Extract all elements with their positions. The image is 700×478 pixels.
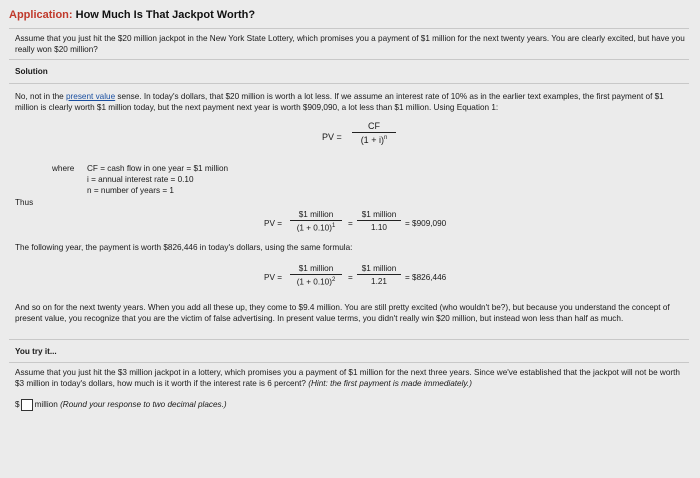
answer-dollar-sign: $: [15, 400, 20, 410]
solution-paragraph-3: And so on for the next twenty years. When you add all these up, they come to $9.4 million. You are still pretty excited (who wouldn't be?), but because you understand the concept of present value, you recognize that you are the victim of false advertising. In present value terms, you didn't really win $20 million, but instead won less than half as much.: [15, 303, 670, 323]
divider: [9, 339, 689, 340]
try-it-hint: (Hint: the first payment is made immediately.): [308, 379, 472, 388]
equation-1-den-base: (1 + i): [360, 135, 384, 145]
solution-paragraph-2: The following year, the payment is worth $826,446 in today's dollars, using the same formula:: [15, 243, 353, 252]
equation-3-den-exponent: 2: [331, 277, 336, 283]
divider: [9, 362, 689, 363]
definition-cf: CF = cash flow in one year = $1 million: [87, 164, 229, 173]
try-it-heading: You try it...: [15, 347, 57, 356]
equation-2-fraction-2: [357, 210, 401, 232]
answer-note: (Round your response to two decimal places.): [60, 400, 227, 410]
problem-title: How Much Is That Jackpot Worth?: [75, 9, 256, 21]
equation-1-den-exponent: n: [383, 135, 388, 141]
equation-1-lhs: PV =: [322, 132, 342, 142]
equation-3-result: = $826,446: [405, 273, 447, 282]
present-value-link[interactable]: present value: [65, 92, 116, 101]
equation-2-equals: =: [348, 219, 353, 228]
try-it-text: Assume that you just hit the $3 million jackpot in a lottery, which promises you a payment of $1 million for the next three years. Since we've established that the jackpot will not be worth $3 million in today's dollars, how much is it worth if the interest rate is 6 percent?: [15, 368, 680, 388]
solution-paragraph-1: [15, 91, 685, 113]
equation-2-den-exponent: 1: [331, 223, 336, 229]
equation-1-numerator: CF: [352, 121, 396, 133]
equation-2-den-base: (1 + 0.10): [296, 223, 332, 233]
answer-unit: million: [34, 400, 58, 410]
equation-1-denominator: [352, 133, 396, 145]
thus-label: Thus: [15, 198, 34, 207]
equation-3-equals: =: [348, 273, 353, 282]
equation-3-fraction-1: [290, 264, 342, 287]
equation-3-numerator-2: $1 million: [357, 264, 401, 275]
application-label: Application:: [9, 9, 73, 21]
equation-2-fraction-1: [290, 210, 342, 233]
equation-3-lhs: PV =: [264, 273, 282, 282]
equation-2-result: = $909,090: [405, 219, 447, 228]
divider: [9, 28, 689, 29]
answer-row: [15, 399, 227, 411]
definition-i: i = annual interest rate = 0.10: [87, 175, 194, 184]
equation-3-fraction-2: [357, 264, 401, 286]
equation-2-denominator-1: [290, 221, 342, 233]
solution-text: No, not in the: [15, 92, 66, 101]
equation-3-den-base: (1 + 0.10): [296, 277, 332, 287]
equation-3-denominator-2: 1.21: [371, 277, 387, 286]
equation-2-denominator-2: 1.10: [371, 223, 387, 232]
solution-text: sense. In today's dollars, that $20 million is worth a lot less. If we assume an interest rate of 10% as in the earlier text examples, the first payment of $1 million is clearly worth $1 million today, but the next payment next year is worth $909,090, a lot less than $1 million. Using Equation 1:: [15, 92, 664, 112]
divider: [9, 83, 689, 84]
where-label: where: [52, 164, 75, 173]
answer-input[interactable]: [21, 399, 33, 411]
page-title: [9, 9, 255, 21]
definition-n: n = number of years = 1: [87, 186, 174, 195]
solution-heading: Solution: [15, 67, 48, 76]
equation-3-numerator-1: $1 million: [290, 264, 342, 275]
try-it-question: [15, 367, 685, 389]
equation-2-lhs: PV =: [264, 219, 282, 228]
equation-2-numerator-2: $1 million: [357, 210, 401, 221]
equation-1-fraction: [352, 121, 396, 145]
divider: [9, 59, 689, 60]
equation-3-denominator-1: [290, 275, 342, 287]
equation-2-numerator-1: $1 million: [290, 210, 342, 221]
intro-text: Assume that you just hit the $20 million jackpot in the New York State Lottery, which promises you a payment of $1 million for the next twenty years. You are clearly excited, but have you really won $20 million?: [15, 34, 685, 54]
